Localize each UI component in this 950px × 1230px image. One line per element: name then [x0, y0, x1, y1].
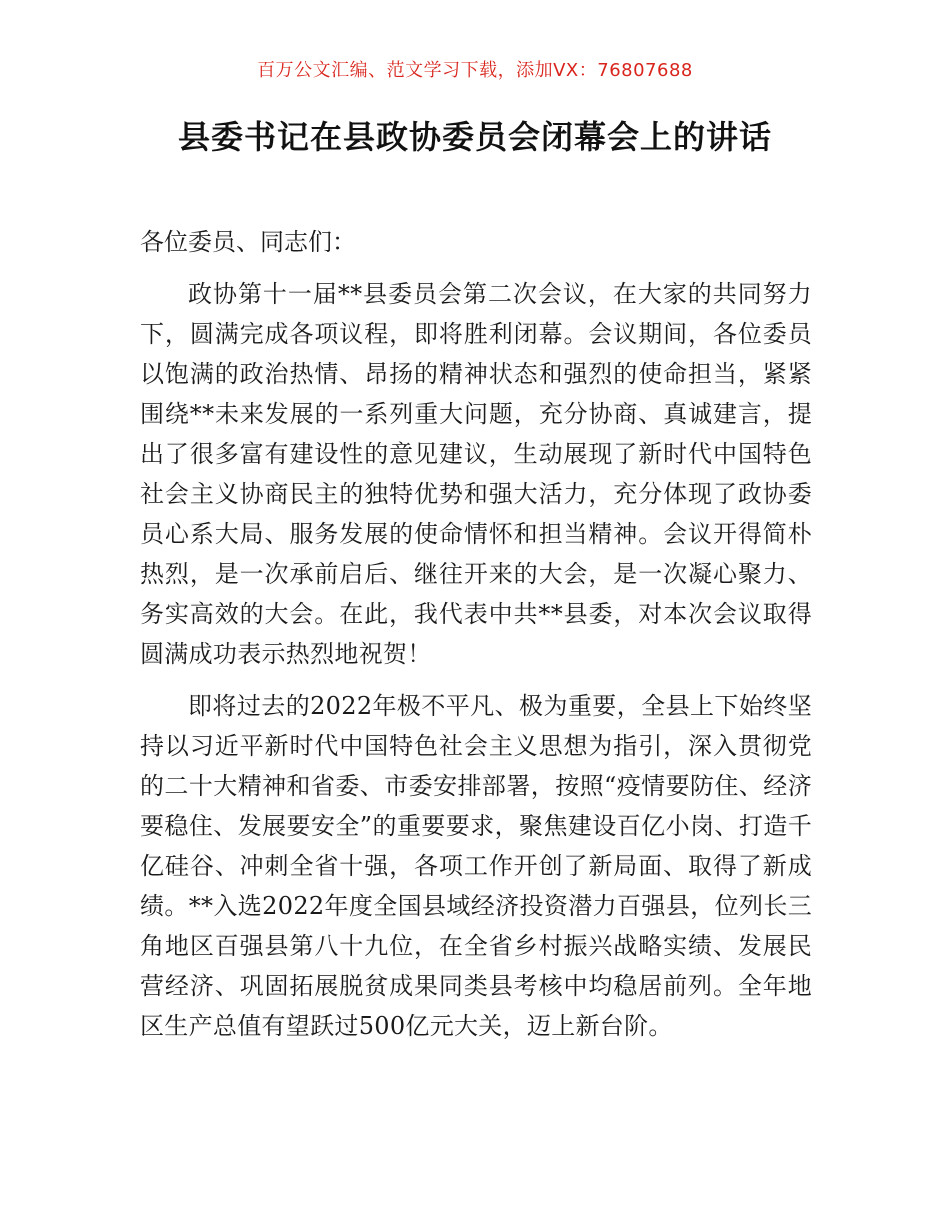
- paragraph-1: 政协第十一届**县委员会第二次会议，在大家的共同努力下，圆满完成各项议程，即将胜利闭幕。会议期间，各位委员以饱满的政治热情、昂扬的精神状态和强烈的使命担当，紧紧围绕**未来发展的一系列重大问题，充分协商、真诚建言，提出了很多富有建设性的意见建议，生动展现了新时代中国特色社会主义协商民主的独特优势和强大活力，充分体现了政协委员心系大局、服务发展的使命情怀和担当精神。会议开得简朴热烈，是一次承前启后、继往开来的大会，是一次凝心聚力、务实高效的大会。在此，我代表中共**县委，对本次会议取得圆满成功表示热烈地祝贺！: [140, 280, 812, 668]
- paragraph-2: 即将过去的2022年极不平凡、极为重要，全县上下始终坚持以习近平新时代中国特色社会主义思想为指引，深入贯彻党的二十大精神和省委、市委安排部署，按照“疫情要防住、经济要稳住、发展要安全”的重要要求，聚焦建设百亿小岗、打造千亿硅谷、冲刺全省十强，各项工作开创了新局面、取得了新成绩。**入选2022年度全国县域经济投资潜力百强县，位列长三角地区百强县第八十九位，在全省乡村振兴战略实绩、发展民营经济、巩固拓展脱贫成果同类县考核中均稳居前列。全年地区生产总值有望跃过500亿元大关，迈上新台阶。: [140, 692, 812, 1040]
- salutation: 各位委员、同志们：: [140, 228, 356, 256]
- watermark-banner: 百万公文汇编、范文学习下载，添加VX：76807688: [257, 60, 693, 81]
- page-title: 县委书记在县政协委员会闭幕会上的讲话: [177, 118, 772, 156]
